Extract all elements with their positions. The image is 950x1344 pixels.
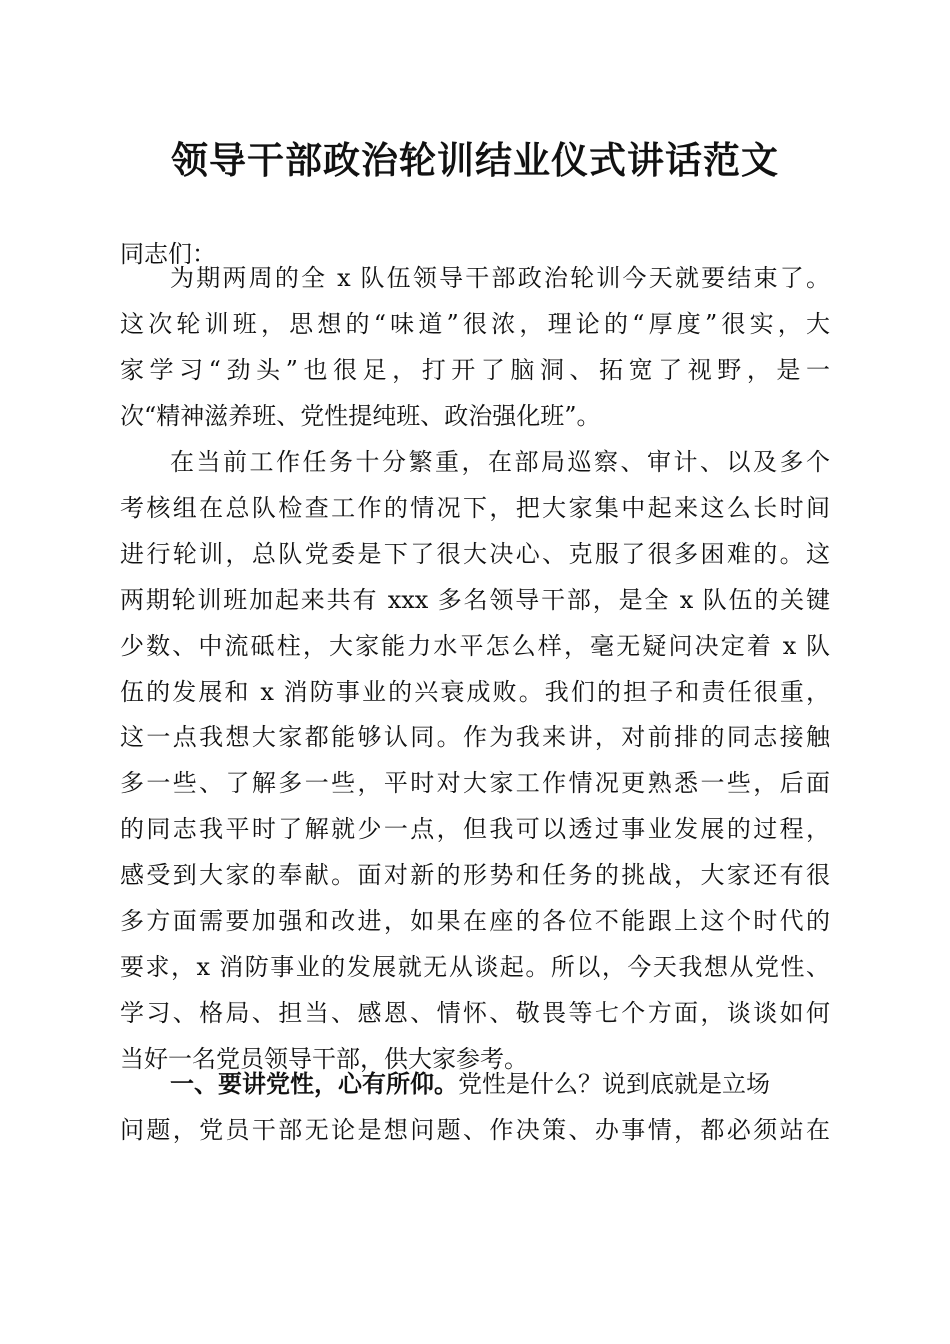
document-title: 领导干部政治轮训结业仪式讲话范文 [171,138,779,182]
paragraph-3 [120,1062,830,1154]
text-line: 当好一名党员领导干部，供大家参考。 [120,1044,528,1073]
text-line: 少数、中流砥柱，大家能力水平怎么样，毫无疑问决定着 x 队 [120,631,830,660]
text-line: 要求，x 消防事业的发展就无从谈起。所以，今天我想从党性、 [120,952,830,981]
text-line: 伍的发展和 x 消防事业的兴衰成败。我们的担子和责任很重， [120,677,830,706]
text-line: 进行轮训，总队党委是下了很大决心、克服了很多困难的。这 [120,539,830,568]
text-line: 感受到大家的奉献。面对新的形势和任务的挑战，大家还有很 [120,861,830,890]
text-line: 多方面需要加强和改进，如果在座的各位不能跟上这个时代的 [120,907,830,936]
text-line: 学习、格局、担当、感恩、情怀、敬畏等七个方面，谈谈如何 [120,998,830,1027]
text-line [120,1062,830,1108]
text-line: 次“精神滋养班、党性提纯班、政治强化班”。 [120,401,601,430]
paragraph-1 [120,256,830,440]
text-line: 的同志我平时了解就少一点，但我可以透过事业发展的过程， [120,815,830,844]
text-line: 家学习“劲头”也很足，打开了脑洞、拓宽了视野，是一 [120,355,830,384]
salutation-text: 同志们： [120,240,216,268]
text-line: 在当前工作任务十分繁重，在部局巡察、审计、以及多个 [170,448,830,476]
text-line: 这一点我想大家都能够认同。作为我来讲，对前排的同志接触 [120,723,830,752]
section-heading-continuation: 党性是什么？说到底就是立场 [458,1070,770,1098]
section-heading: 一、要讲党性，心有所仰。 [170,1070,458,1098]
text-line: 考核组在总队检查工作的情况下，把大家集中起来这么长时间 [120,493,830,522]
text-line: 为期两周的全 x 队伍领导干部政治轮训今天就要结束了。 [170,264,830,292]
text-line: 多一些、了解多一些，平时对大家工作情况更熟悉一些，后面 [120,769,830,798]
text-line: 问题，党员干部无论是想问题、作决策、办事情，都必须站在 [120,1115,830,1144]
paragraph-2 [120,440,830,1083]
text-line: 这次轮训班，思想的“味道”很浓，理论的“厚度”很实，大 [120,309,830,338]
text-line: 两期轮训班加起来共有 xxx 多名领导干部，是全 x 队伍的关键 [120,585,830,614]
